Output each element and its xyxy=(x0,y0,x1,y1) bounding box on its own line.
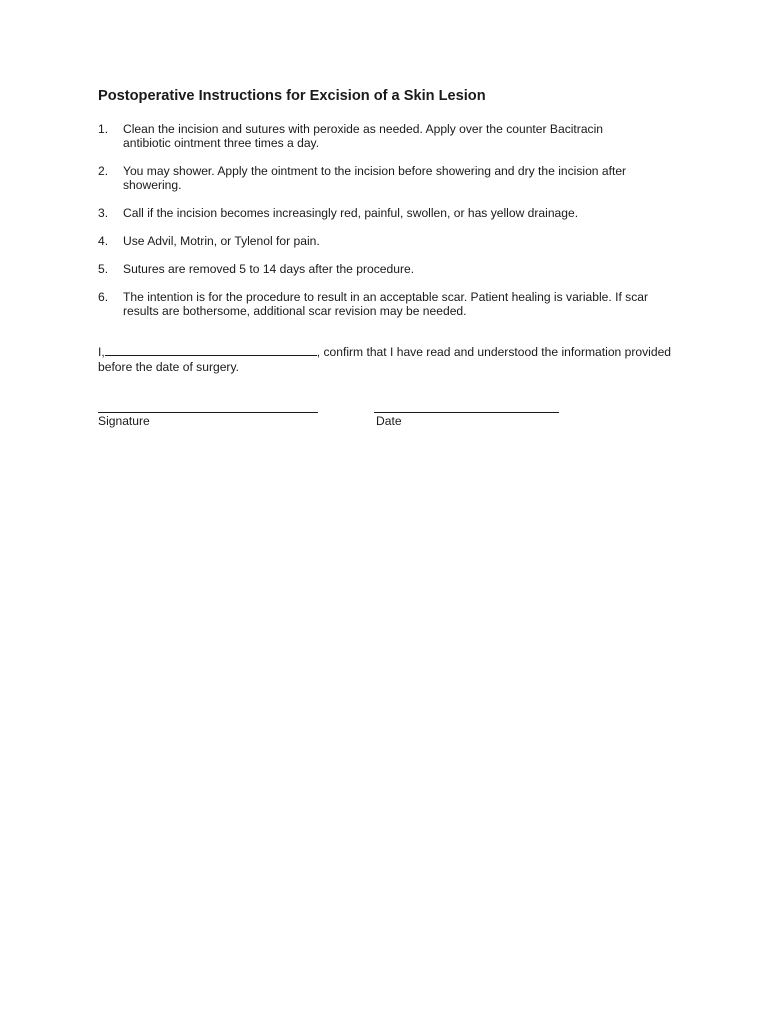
item-number: 1. xyxy=(98,122,109,136)
item-text: Sutures are removed 5 to 14 days after the procedure. xyxy=(123,262,415,276)
instruction-item xyxy=(98,290,678,318)
item-text: Use Advil, Motrin, or Tylenol for pain. xyxy=(123,234,320,248)
confirmation-prefix: I, xyxy=(98,345,105,359)
item-text: You may shower. Apply the ointment to the incision before showering and dry the incision after showering. xyxy=(123,164,627,192)
signature-line[interactable] xyxy=(98,412,318,413)
item-number: 5. xyxy=(98,262,109,276)
item-number: 4. xyxy=(98,234,109,248)
item-number: 2. xyxy=(98,164,109,178)
confirmation-statement xyxy=(98,344,678,374)
item-number: 3. xyxy=(98,206,109,220)
confirmation-suffix: , confirm that I have read and understood the information provided before the date of surgery. xyxy=(98,345,672,374)
instruction-item xyxy=(98,234,678,248)
patient-name-blank[interactable] xyxy=(105,344,317,356)
item-text: The intention is for the procedure to result in an acceptable scar. Patient healing is variable. If scar results are bothersome, additional scar revision may be needed. xyxy=(123,290,649,318)
instruction-item xyxy=(98,164,678,192)
item-number: 6. xyxy=(98,290,109,304)
instruction-item xyxy=(98,206,678,220)
date-line[interactable] xyxy=(374,412,559,413)
item-text: Clean the incision and sutures with peroxide as needed. Apply over the counter Bacitracin antibiotic ointment three times a day. xyxy=(123,122,604,150)
instruction-item xyxy=(98,262,678,276)
document-title: Postoperative Instructions for Excision of a Skin Lesion xyxy=(98,88,486,104)
date-label: Date xyxy=(376,414,402,428)
signature-label: Signature xyxy=(98,414,150,428)
instruction-item xyxy=(98,122,678,150)
item-text: Call if the incision becomes increasingly red, painful, swollen, or has yellow drainage. xyxy=(123,206,579,220)
